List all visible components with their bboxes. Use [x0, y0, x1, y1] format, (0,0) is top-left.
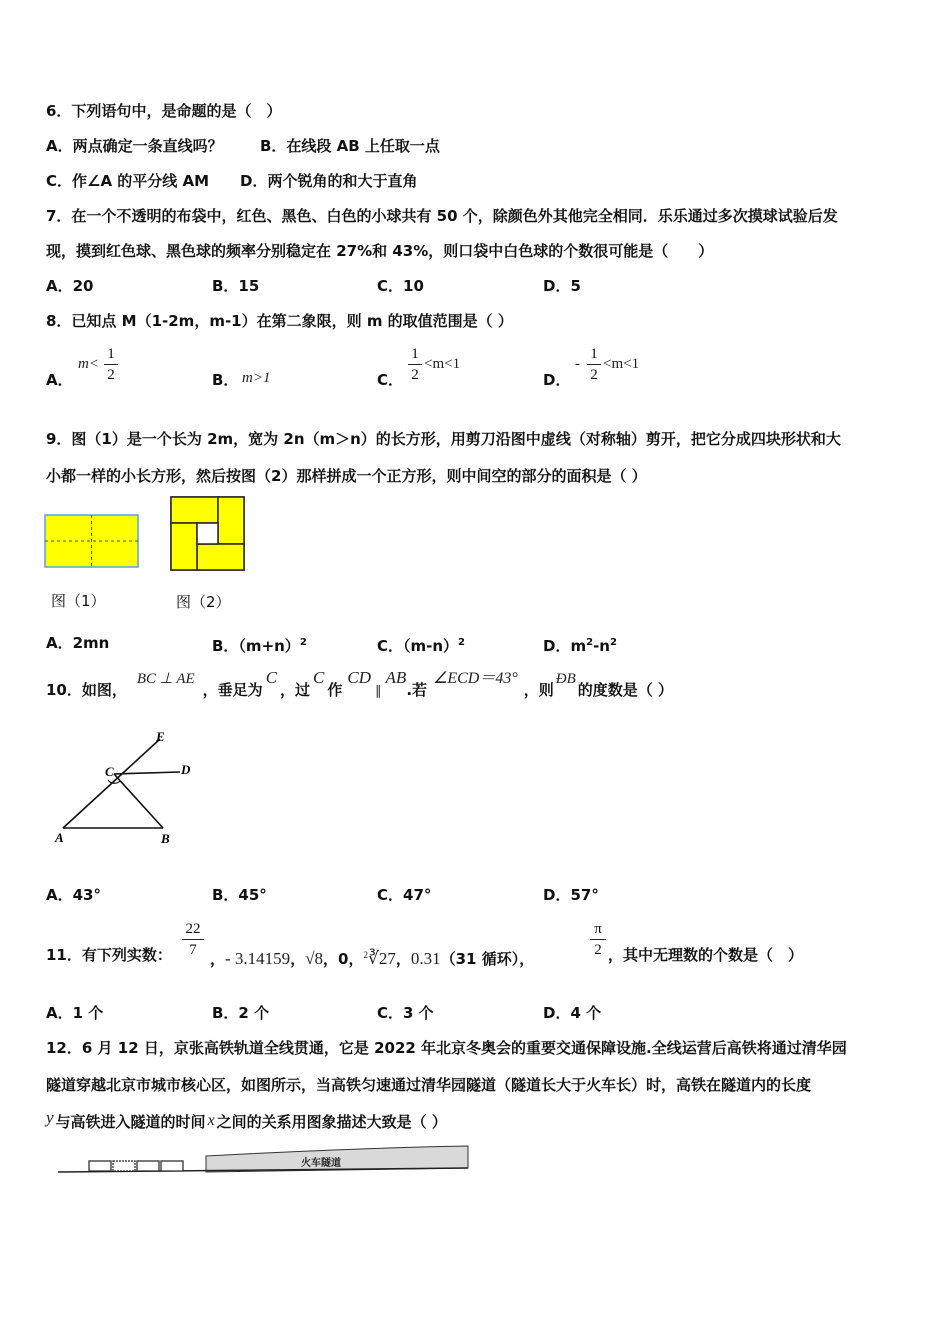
q9-option-c: C．$(m-n)^2$: [377, 637, 466, 655]
q9-piece-right: [218, 497, 244, 544]
q9-figure-1: [44, 514, 140, 570]
q7-stem-line1: 7．在一个不透明的布袋中，红色、黑色、白色的小球共有 50 个，除颜色外其他完全相同．乐乐通过多次摸球试验后发: [46, 207, 838, 225]
q11-option-a: A．1 个: [46, 1004, 104, 1022]
q6-stem: 6．下列语句中，是命题的是（ ）: [46, 102, 282, 120]
q11-values: ，- 3.14159，√8，0，$^2$∛27，0.31（31 循环），: [210, 949, 535, 968]
q8-option-c-fraction: 1 2: [408, 345, 422, 384]
q12-train-car-3: [137, 1161, 159, 1171]
q12-train-tunnel-figure: [56, 1142, 472, 1178]
q9-option-d: D．$m^2-n^2$: [543, 637, 617, 655]
q9-caption-1: 图（1）: [51, 592, 106, 610]
q11-cbrt-27: ∛27: [367, 949, 396, 968]
q10-stem: 10．如图，BC ⊥ AE，垂足为C，过C作CD∥AB.若∠ECD＝43°，则ÐB的度数是（ ）: [46, 668, 674, 699]
q9-figure-2: [170, 496, 246, 572]
q7-option-d: D．5: [543, 277, 581, 295]
q10-line-cb: [114, 774, 163, 828]
q12-tunnel-label: 火车隧道: [301, 1158, 341, 1169]
q8-option-b-expr: m>1: [242, 370, 271, 386]
q12-stem-line3: y 与高铁进入隧道的时间 x 之间的关系用图象描述大致是（ ）: [46, 1108, 447, 1131]
q9-stem-line1: 9．图（1）是一个长为 2m，宽为 2n（m＞n）的长方形，用剪刀沿图中虚线（对称轴）剪开，把它分成四块形状和大: [46, 430, 841, 448]
q7-stem-line2: 现，摸到红色球、黑色球的频率分别稳定在 27%和 43%，则口袋中白色球的个数很可能是（ ）: [46, 242, 714, 260]
q10-label-a: A: [55, 830, 64, 845]
q11-fraction-22-7: 22 7: [182, 920, 204, 959]
q8-option-d-fraction: 1 2: [587, 345, 601, 384]
q9-piece-bottom: [197, 544, 244, 570]
q12-train-car-1: [89, 1161, 111, 1171]
q11-repeating-decimal: 0.31: [410, 949, 441, 968]
q10-label-c: C: [105, 764, 114, 779]
q9-center-hole: [197, 523, 218, 544]
q10-math-bc-perp-ae: BC ⊥ AE: [136, 671, 195, 687]
q11-fraction-pi-2: π 2: [590, 920, 606, 959]
q8-option-a-m: m<: [78, 356, 99, 372]
q7-option-b: B．15: [212, 277, 260, 295]
q6-option-b: B．在线段 AB 上任取一点: [260, 137, 440, 155]
q8-option-c-label: C．: [377, 371, 404, 389]
q12-train-car-4: [161, 1161, 183, 1171]
q10-option-d: D．57°: [543, 886, 599, 904]
q9-piece-left: [171, 523, 197, 570]
q8-option-a-fraction: 1 2: [104, 345, 118, 384]
q11-option-b: B．2 个: [212, 1004, 270, 1022]
q12-stem-line1: 12．6 月 12 日，京张高铁轨道全线贯通，它是 2022 年北京冬奥会的重要交通保障设施.全线运营后高铁将通过清华园: [46, 1039, 847, 1057]
q8-option-a-label: A．: [46, 371, 73, 389]
q10-line-ae: [63, 739, 160, 828]
q8-option-c-rest: <m<1: [424, 356, 461, 372]
q6-option-a: A．两点确定一条直线吗？: [46, 137, 223, 155]
q10-label-b: B: [161, 831, 170, 846]
q9-piece-top: [171, 497, 218, 523]
q8-option-d-rest: <m<1: [603, 356, 640, 372]
q10-math-angle-ecd: ∠ECD＝43°: [433, 670, 518, 687]
q8-option-b-label: B．: [212, 371, 239, 389]
q9-caption-2: 图（2）: [176, 593, 231, 611]
q11-stem-prefix: 11．有下列实数：: [46, 946, 172, 964]
q9-option-b: B．$(m+n)^2$: [212, 637, 307, 655]
q10-geometry-figure: [50, 726, 210, 850]
q10-option-c: C．47°: [377, 886, 432, 904]
q11-option-c: C．3 个: [377, 1004, 434, 1022]
q12-stem-line2: 隧道穿越北京市城市核心区，如图所示，当高铁匀速通过清华园隧道（隧道长大于火车长）时，高铁在隧道内的长度: [46, 1076, 812, 1094]
q8-stem: 8．已知点 M（1-2m，m-1）在第二象限，则 m 的取值范围是（ ）: [46, 312, 513, 330]
q6-option-d: D．两个锐角的和大于直角: [240, 172, 418, 190]
q11-option-d: D．4 个: [543, 1004, 602, 1022]
q7-option-c: C．10: [377, 277, 424, 295]
q9-option-a: A．2mn: [46, 634, 110, 652]
q10-option-b: B．45°: [212, 886, 267, 904]
q10-option-a: A．43°: [46, 886, 101, 904]
q8-option-d-label: D．: [543, 371, 571, 389]
q7-option-a: A．20: [46, 277, 94, 295]
q10-label-e: E: [156, 729, 165, 744]
q12-train-car-2: [113, 1161, 135, 1171]
q8-option-d-minus: -: [575, 356, 580, 372]
q6-option-c: C．作∠A 的平分线 AM: [46, 172, 210, 190]
q11-sqrt-8: √8: [305, 949, 324, 968]
q9-stem-line2: 小都一样的小长方形，然后按图（2）那样拼成一个正方形，则中间空的部分的面积是（ ）: [46, 467, 647, 485]
q10-label-d: D: [181, 762, 191, 777]
q11-stem-tail: ，其中无理数的个数是（ ）: [608, 946, 804, 964]
